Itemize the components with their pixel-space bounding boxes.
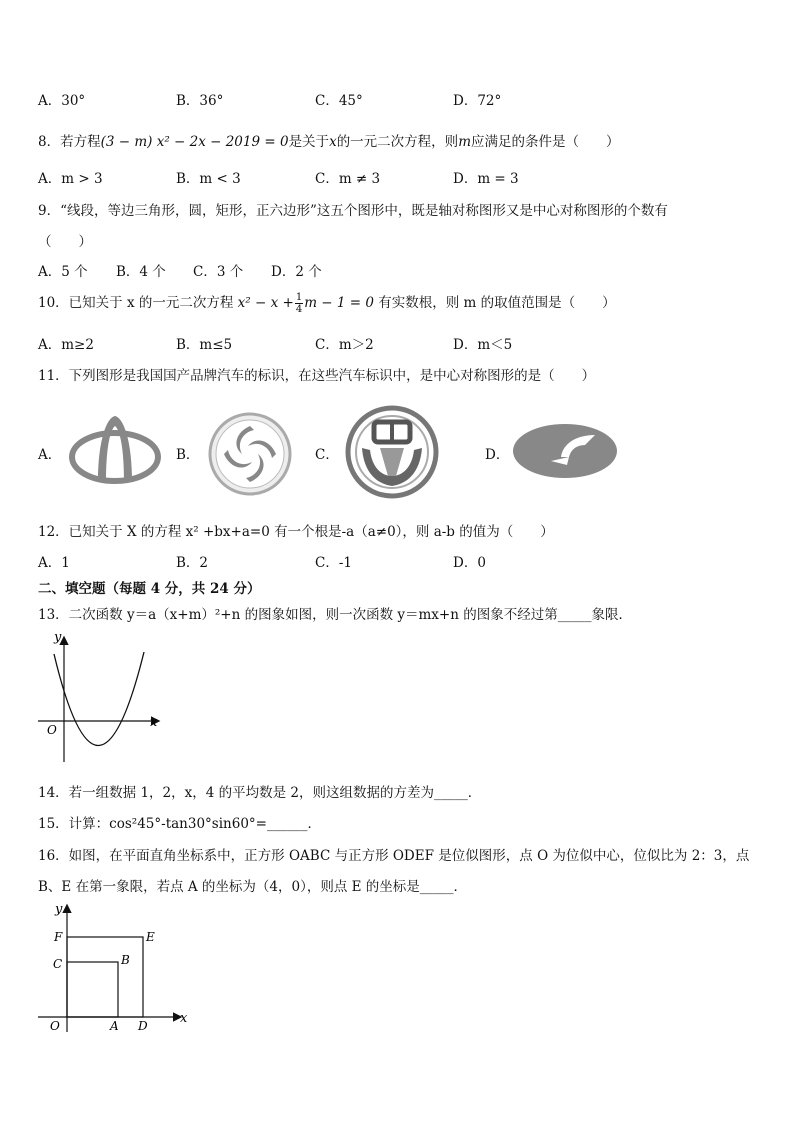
q9-option-a: A．5 个 xyxy=(38,264,88,280)
q10-stem xyxy=(38,291,616,315)
q16-origin-label: O xyxy=(50,1019,60,1033)
q9-option-d: D．2 个 xyxy=(271,264,322,280)
car-logo-c-icon xyxy=(344,404,440,500)
q8-x: x xyxy=(329,134,337,150)
q10-fraction-den: 4 xyxy=(295,304,303,315)
square-oabc xyxy=(67,962,118,1017)
q10-prefix: 10．已知关于 x 的一元二次方程 xyxy=(38,295,234,311)
q11-option-d: D． xyxy=(485,447,510,463)
point-d-label: D xyxy=(138,1019,148,1033)
q10-eq-b: m − 1 = 0 xyxy=(304,295,374,311)
q12-option-d: D．0 xyxy=(453,555,486,571)
q13-y-label: y xyxy=(54,630,62,645)
point-e-label: E xyxy=(146,930,155,944)
point-f-label: F xyxy=(54,930,63,944)
point-c-label: C xyxy=(53,957,63,971)
q12-option-c: C．-1 xyxy=(315,555,352,571)
section-title: 二、填空题（每题 4 分，共 24 分） xyxy=(38,581,261,597)
car-logo-b-icon xyxy=(206,412,294,496)
q9-stem: 9．“线段，等边三角形，圆，矩形，正六边形”这五个图形中，既是轴对称图形又是中心对称图形的个数有 xyxy=(38,203,668,219)
q8-mid: 是关于 xyxy=(288,134,330,150)
q13-stem: 13．二次函数 y＝a（x+m）²+n 的图象如图，则一次函数 y＝mx+n 的图象不经过第_____象限． xyxy=(38,607,632,623)
q13-origin-label: O xyxy=(47,723,57,737)
q11-option-b: B． xyxy=(176,447,200,463)
q9-option-b: B．4 个 xyxy=(116,264,166,280)
q11-option-a: A． xyxy=(38,447,62,463)
square-odef xyxy=(67,937,143,1017)
q12-option-b: B．2 xyxy=(176,555,209,571)
q10-option-d: D．m＜5 xyxy=(453,337,513,353)
q8-equation: (3 − m) x² − 2x − 2019 = 0 xyxy=(100,134,289,150)
q8-suffix: 应满足的条件是（ ） xyxy=(471,134,620,150)
q16-stem-line2: B、E 在第一象限，若点 A 的坐标为（4，0），则点 E 的坐标是_____． xyxy=(38,879,468,895)
q16-x-label: x xyxy=(180,1011,188,1026)
q9-option-c: C．3 个 xyxy=(193,264,244,280)
q10-eq-a: x² − x + xyxy=(237,295,294,311)
q8-option-d: D．m = 3 xyxy=(453,171,519,187)
q16-squares-graph xyxy=(30,900,200,1035)
q10-option-c: C．m＞2 xyxy=(315,337,374,353)
q7-option-c: C．45° xyxy=(315,93,363,109)
q11-stem: 11．下列图形是我国国产品牌汽车的标识，在这些汽车标识中，是中心对称图形的是（ ） xyxy=(38,368,596,384)
q8-option-b: B．m < 3 xyxy=(176,171,241,187)
q13-x-label: x xyxy=(150,715,158,730)
point-b-label: B xyxy=(121,953,130,967)
q7-option-d: D．72° xyxy=(453,93,502,109)
q7-option-b: B．36° xyxy=(176,93,224,109)
q10-suffix: 有实数根，则 m 的取值范围是（ ） xyxy=(378,295,616,311)
q11-option-c: C． xyxy=(315,447,339,463)
q13-parabola-graph xyxy=(30,628,170,766)
q8-stem xyxy=(38,130,620,150)
q12-option-a: A．1 xyxy=(38,555,70,571)
q16-y-label: y xyxy=(55,902,63,917)
q8-m: m xyxy=(458,134,471,150)
q16-stem-line1: 16．如图，在平面直角坐标系中，正方形 OABC 与正方形 ODEF 是位似图形，点 O 为位似中心，位似比为 2：3，点 xyxy=(38,848,750,864)
q8-option-c: C．m ≠ 3 xyxy=(315,171,381,187)
q8-option-a: A．m > 3 xyxy=(38,171,103,187)
q15-stem: 15．计算：cos²45°-tan30°sin60°=______． xyxy=(38,816,321,832)
q14-stem: 14．若一组数据 1，2，x，4 的平均数是 2，则这组数据的方差为_____． xyxy=(38,785,482,801)
point-a-label: A xyxy=(110,1019,119,1033)
car-logo-a-icon xyxy=(68,412,162,486)
q7-option-a: A．30° xyxy=(38,93,86,109)
q8-mid2: 的一元二次方程，则 xyxy=(336,134,459,150)
q10-option-a: A．m≥2 xyxy=(38,337,94,353)
q9-paren: （ ） xyxy=(38,234,92,250)
q13-parabola xyxy=(54,652,144,746)
q8-prefix: 8．若方程 xyxy=(38,134,101,150)
q10-fraction-num: 1 xyxy=(295,292,303,303)
q10-fraction xyxy=(295,292,303,315)
q10-option-b: B．m≤5 xyxy=(176,337,233,353)
q12-stem: 12．已知关于 X 的方程 x² +bx+a=0 有一个根是-a（a≠0），则 a-b 的值为（ ） xyxy=(38,524,554,540)
car-logo-d-icon xyxy=(511,421,619,481)
